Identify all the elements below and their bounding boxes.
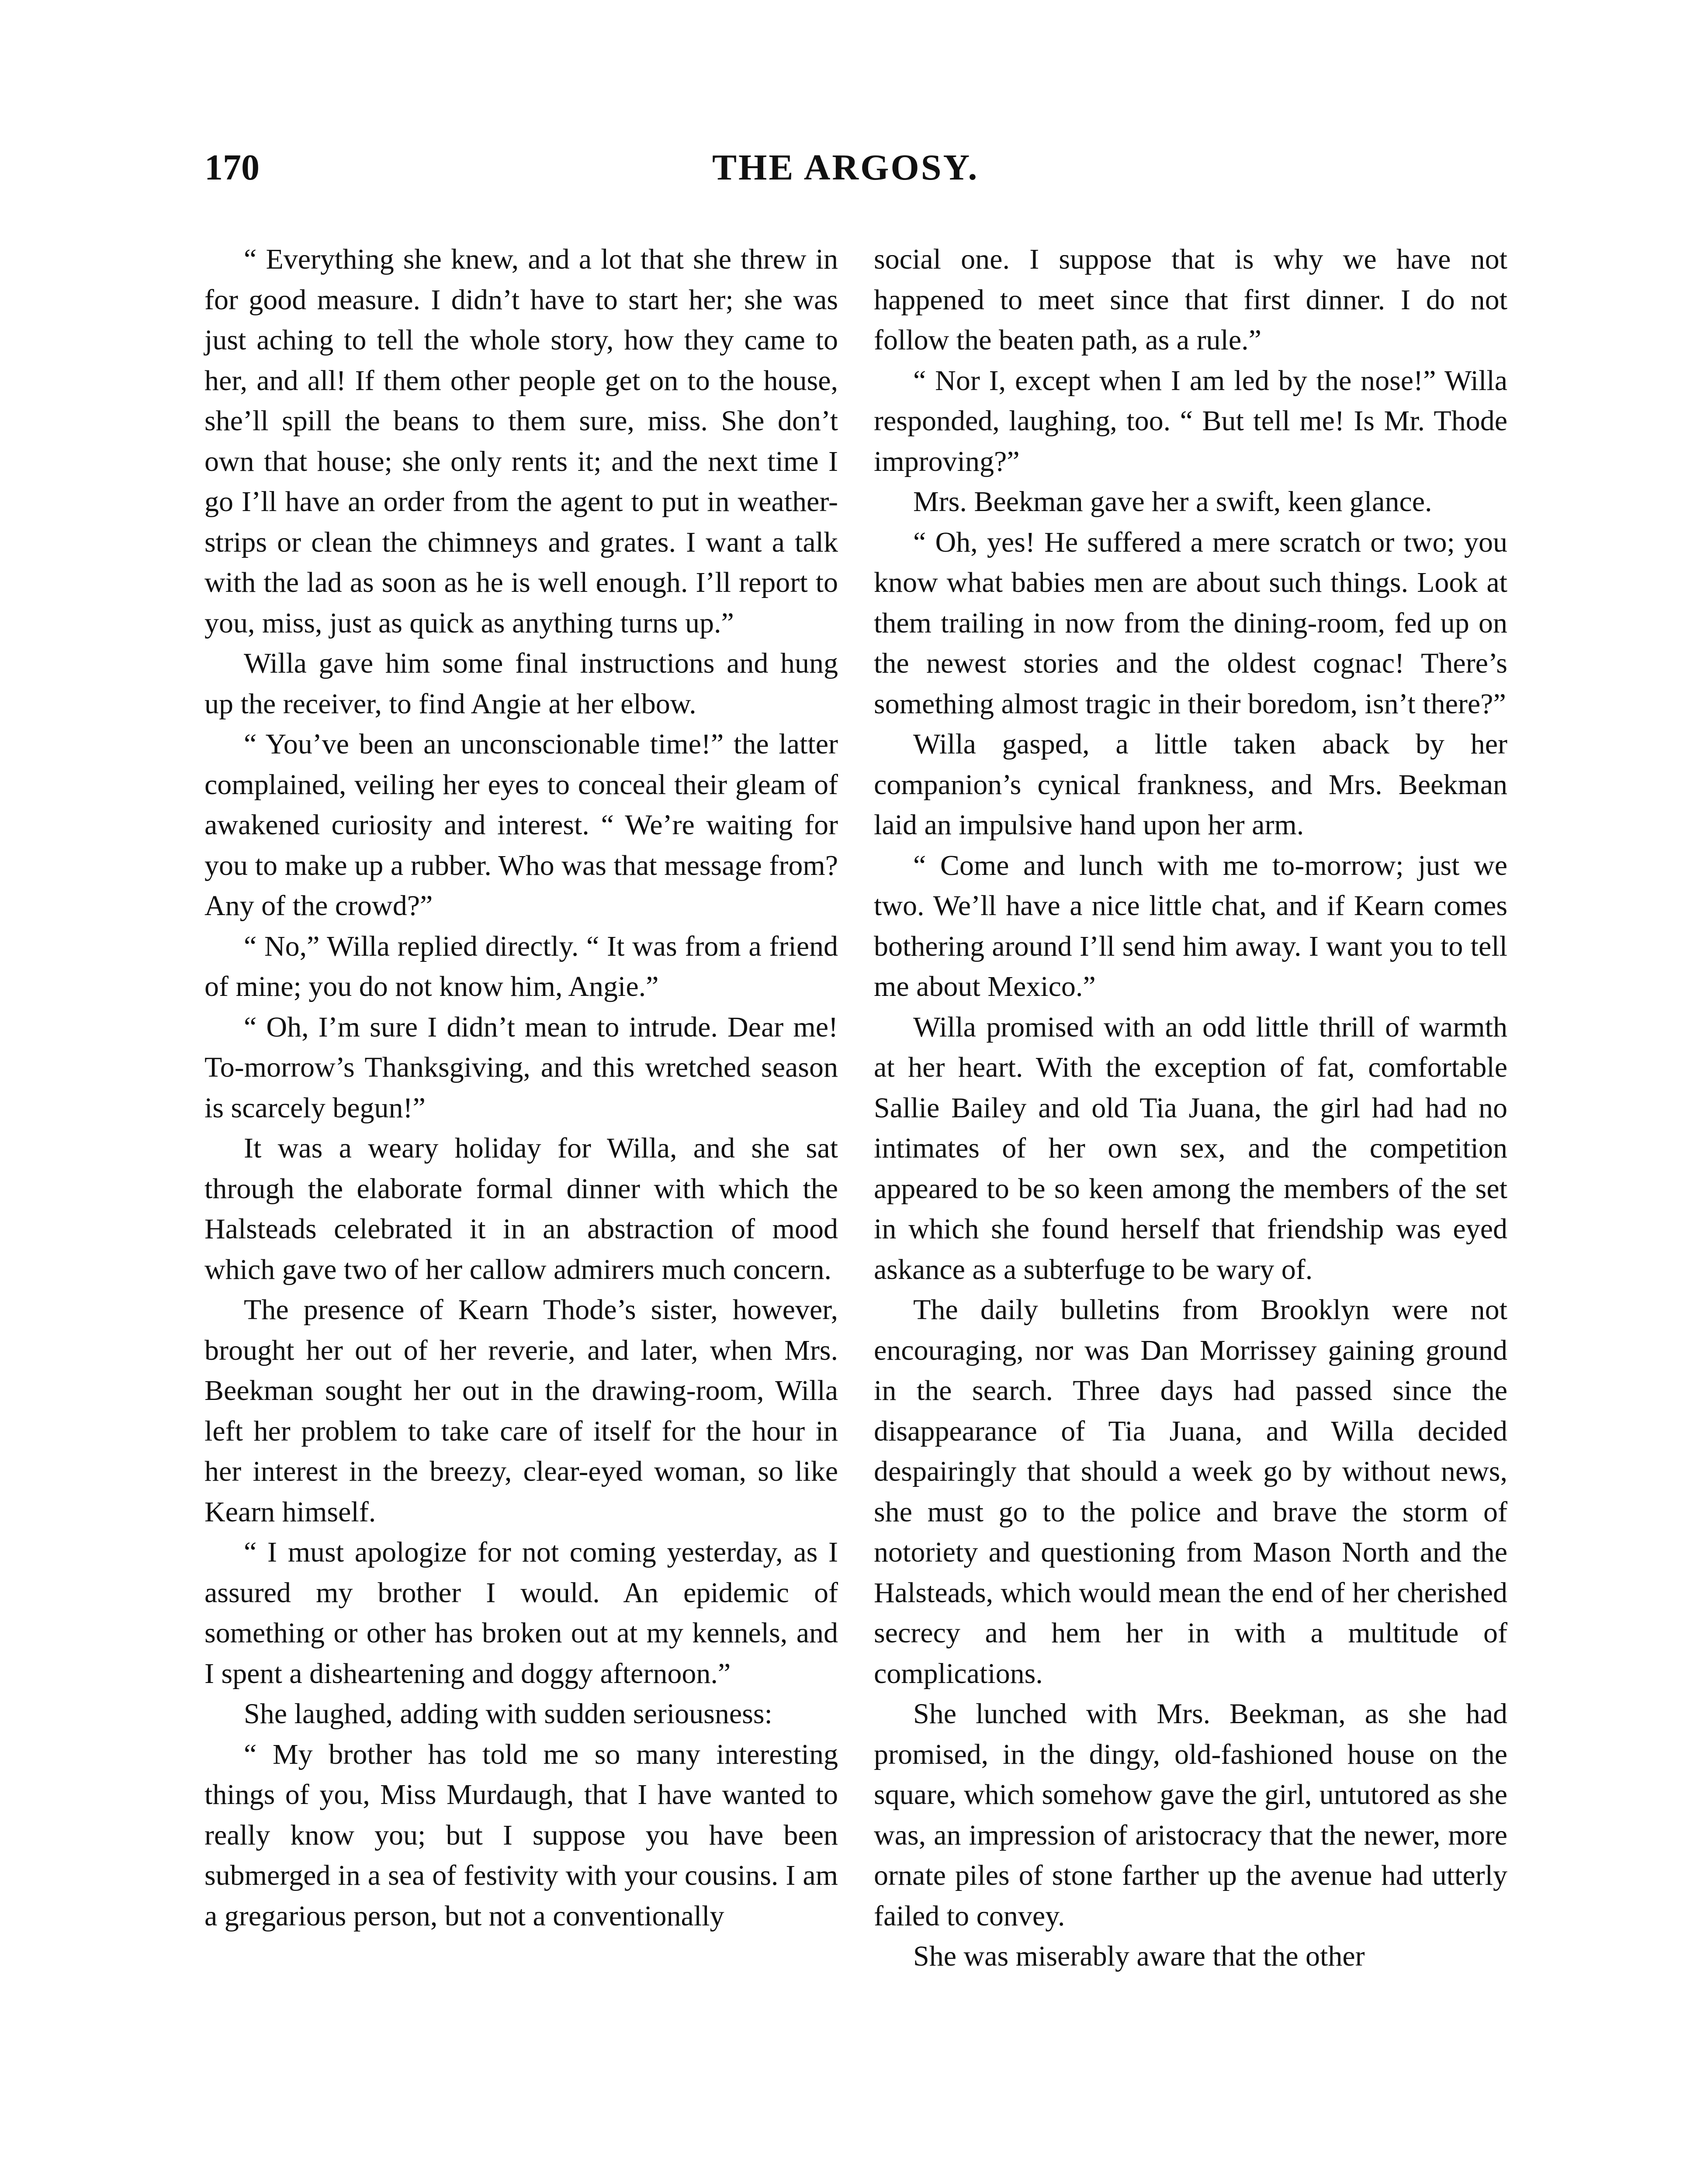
paragraph: She lunched with Mrs. Beekman, as she had promised, in the dingy, old-fashioned house on the square, which somehow gave the girl, untutored as she was, an impression of aristocracy that the newer, more ornate piles of stone farther up the avenue had utterly failed to convey. <box>874 1698 1507 1932</box>
paragraph: Mrs. Beekman gave her a swift, keen glance. <box>913 486 1432 518</box>
paragraph: The presence of Kearn Thode’s sister, however, brought her out of her reverie, and later, when Mrs. Beekman sought her out in the drawing-room, Willa left her problem to take care of itself for the hour in her interest in the breezy, clear-eyed woman, so like Kearn himself. <box>204 1294 838 1528</box>
paragraph: Willa gave him some final instructions and hung up the receiver, to find Angie at her elbow. <box>204 647 838 720</box>
paragraph: Willa gasped, a little taken aback by her companion’s cynical frankness, and Mrs. Beekman laid an impulsive hand upon her arm. <box>874 728 1507 841</box>
paragraph: “ Everything she knew, and a lot that she threw in for good measure. I didn’t have to start her; she was just aching to tell the whole story, how they came to her, and all! If them other people get on to the house, she’ll spill the beans to them sure, miss. She don’t own that house; she only rents it; and the next time I go I’ll have an order from the agent to put in weather-strips or clean the chimneys and grates. I want a talk with the lad as soon as he is well enough. I’ll report to you, miss, just as quick as anything turns up.” <box>204 243 838 639</box>
left-column <box>204 239 838 1936</box>
right-column <box>874 239 1507 1977</box>
paragraph: “ Oh, yes! He suffered a mere scratch or two; you know what babies men are about such things. Look at them trailing in now from the dining-room, fed up on the newest stories and the oldest cognac! There’s something almost tragic in their boredom, isn’t there?” <box>874 526 1507 720</box>
paragraph: “ Oh, I’m sure I didn’t mean to intrude. Dear me! To-morrow’s Thanksgiving, and this wretched season is scarcely begun!” <box>204 1011 838 1124</box>
page-number: 170 <box>204 147 260 188</box>
paragraph: She laughed, adding with sudden seriousness: <box>244 1698 772 1730</box>
paragraph: Willa promised with an odd little thrill of warmth at her heart. With the exception of fat, comfortable Sallie Bailey and old Tia Juana, the girl had had no intimates of her own sex, and the competition appeared to be so keen among the members of the set in which she found herself that friendship was eyed askance as a subterfuge to be wary of. <box>874 1011 1507 1286</box>
paragraph: “ Come and lunch with me to-morrow; just we two. We’ll have a nice little chat, and if Kearn comes bothering around I’ll send him away. I want you to tell me about Mexico.” <box>874 849 1507 1002</box>
paragraph: “ You’ve been an unconscionable time!” the latter complained, veiling her eyes to conceal their gleam of awakened curiosity and interest. “ We’re waiting for you to make up a rubber. Who was that message from? Any of the crowd?” <box>204 728 838 922</box>
continued-paragraph: social one. I suppose that is why we have not happened to meet since that first dinner. I do not follow the beaten path, as a rule.” <box>874 243 1507 356</box>
paragraph: “ No,” Willa replied directly. “ It was from a friend of mine; you do not know him, Angie.” <box>204 930 838 1002</box>
running-head: THE ARGOSY. <box>712 147 979 188</box>
paragraph: “ My brother has told me so many interesting things of you, Miss Murdaugh, that I have wanted to really know you; but I suppose you have been submerged in a sea of festivity with your cousins. I am a gregarious person, but not a conventionally <box>204 1738 838 1932</box>
paragraph: She was miserably aware that the other <box>913 1940 1365 1972</box>
paragraph: “ Nor I, except when I am led by the nose!” Willa responded, laughing, too. “ But tell me! Is Mr. Thode improving?” <box>874 364 1507 477</box>
paragraph: The daily bulletins from Brooklyn were not encouraging, nor was Dan Morrissey gaining ground in the search. Three days had passed since the disappearance of Tia Juana, and Willa decided despairingly that should a week go by without news, she must go to the police and brave the storm of notoriety and questioning from Mason North and the Halsteads, which would mean the end of her cherished secrecy and hem her in with a multitude of complications. <box>874 1294 1507 1690</box>
paragraph: It was a weary holiday for Willa, and she sat through the elaborate formal dinner with which the Halsteads celebrated it in an abstraction of mood which gave two of her callow admirers much concern. <box>204 1132 838 1286</box>
paragraph: “ I must apologize for not coming yesterday, as I assured my brother I would. An epidemic of something or other has broken out at my kennels, and I spent a disheartening and doggy afternoon.” <box>204 1536 838 1690</box>
